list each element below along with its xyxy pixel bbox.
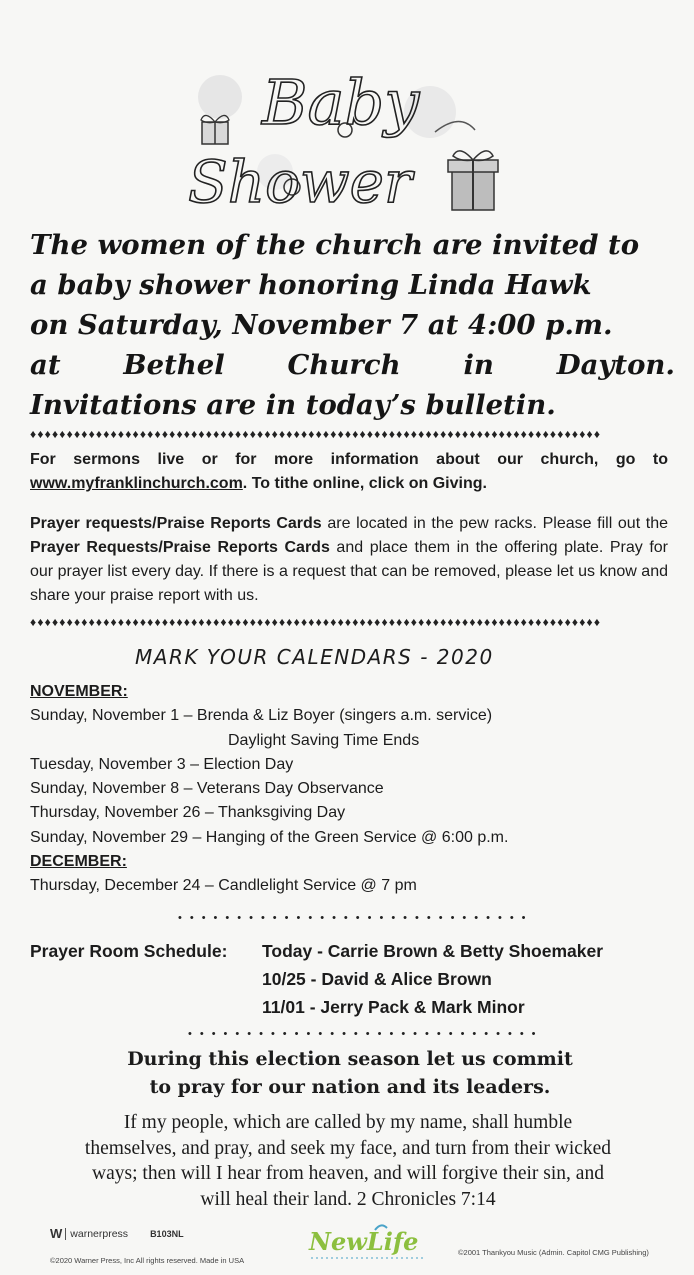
publisher-copyright: ©2020 Warner Press, Inc All rights reserved. Made in USA (50, 1256, 245, 1265)
list-item: Sunday, November 8 – Veterans Day Observance (30, 780, 384, 798)
headline-line: a baby shower honoring Linda Hawk (30, 269, 592, 301)
divider: ♦♦♦♦♦♦♦♦♦♦♦♦♦♦♦♦♦♦♦♦♦♦♦♦♦♦♦♦♦♦♦♦♦♦♦♦♦♦♦♦♦♦♦♦♦♦♦♦♦♦♦♦♦♦♦♦♦♦♦♦♦♦♦♦♦♦♦♦♦♦♦♦♦♦♦♦♦♦ (30, 428, 602, 440)
sermons-info (30, 448, 668, 496)
divider: ♦♦♦♦♦♦♦♦♦♦♦♦♦♦♦♦♦♦♦♦♦♦♦♦♦♦♦♦♦♦♦♦♦♦♦♦♦♦♦♦♦♦♦♦♦♦♦♦♦♦♦♦♦♦♦♦♦♦♦♦♦♦♦♦♦♦♦♦♦♦♦♦♦♦♦♦♦♦ (30, 616, 602, 628)
schedule-row: 10/25 - David & Alice Brown (262, 969, 492, 989)
headline-word: Dayton. (556, 349, 675, 381)
scripture-line: themselves, and pray, and seek my face, and turn from their wicked (84, 1137, 612, 1159)
giving-text: . To tithe online, click on Giving. (242, 475, 487, 492)
logo-baby-text: Baby (262, 66, 420, 139)
election-line: During this election season let us commit (127, 1048, 573, 1070)
calendar-title: MARK YOUR CALENDARS - 2020 (135, 645, 494, 669)
headline-word: Church (287, 349, 401, 381)
product-code: B103NL (150, 1228, 184, 1239)
prayer-cards-bold: Prayer Requests/Praise Reports Cards (30, 539, 330, 556)
prayer-cards-text: are located in the pew racks. Please fill out the (321, 515, 669, 532)
headline-word: Bethel (123, 349, 225, 381)
logo-shower-text: Shower (188, 148, 412, 216)
shower-announcement (30, 225, 675, 425)
month-heading: DECEMBER: (30, 853, 127, 871)
headline-word: at (30, 349, 61, 381)
headline-line: Invitations are in today’s bulletin. (30, 389, 556, 421)
publisher-name: warnerpress (65, 1228, 128, 1240)
scripture-line: If my people, which are called by my name, shall humble (123, 1112, 573, 1133)
prayer-room-label: Prayer Room Schedule: (30, 941, 228, 961)
schedule-row: 11/01 - Jerry Pack & Mark Minor (262, 997, 525, 1017)
newlife-logo-text: NewLife (309, 1227, 419, 1256)
headline-line (30, 345, 675, 385)
headline-line: on Saturday, November 7 at 4:00 p.m. (30, 309, 613, 341)
election-prayer-heading (30, 1045, 670, 1101)
baby-shower-logo (180, 52, 510, 227)
headline-line: The women of the church are invited to (30, 229, 640, 261)
publisher-mark (50, 1226, 184, 1241)
scripture-line: will heal their land. 2 Chronicles 7:14 (200, 1188, 496, 1210)
list-item: Thursday, December 24 – Candlelight Service @ 7 pm (30, 877, 417, 895)
list-item: Tuesday, November 3 – Election Day (30, 755, 294, 773)
warnerpress-logo-icon: W (50, 1226, 63, 1241)
divider: •••••••••••••••••••••••••••••• (188, 1028, 544, 1040)
prayer-room-schedule (30, 937, 670, 1021)
church-website-link[interactable]: www.myfranklinchurch.com (30, 475, 243, 492)
scripture-line: ways; then will I hear from heaven, and will forgive their sin, and (92, 1163, 604, 1184)
prayer-cards-bold: Prayer requests/Praise Reports Cards (30, 515, 322, 532)
prayer-cards-text: and place them in the offering plate. Pray for our prayer list every day. If there is a request that can be removed, please let us know and share your praise report with us. (30, 539, 669, 604)
gift-icon-right (448, 151, 498, 210)
list-item: Sunday, November 29 – Hanging of the Green Service @ 6:00 p.m. (30, 828, 509, 846)
prayer-cards-info (30, 512, 668, 608)
music-copyright: ©2001 Thankyou Music (Admin. Capitol CMG Publishing) (458, 1248, 649, 1257)
sermons-text: For sermons live or for more information about our church, go to (30, 451, 668, 468)
calendar-list (30, 680, 670, 899)
footer (0, 1220, 694, 1275)
schedule-row: Today - Carrie Brown & Betty Shoemaker (262, 941, 604, 961)
month-heading: NOVEMBER: (30, 683, 128, 700)
divider: •••••••••••••••••••••••••••••• (178, 912, 534, 924)
list-item: Sunday, November 1 – Brenda & Liz Boyer (singers a.m. service) (30, 707, 493, 725)
list-item: Thursday, November 26 – Thanksgiving Day (30, 804, 346, 822)
headline-word: in (463, 349, 494, 381)
scripture-verse (28, 1110, 668, 1212)
list-item: Daylight Saving Time Ends (228, 731, 420, 749)
newlife-logo (305, 1220, 435, 1264)
election-line: to pray for our nation and its leaders. (149, 1076, 551, 1098)
gift-icon-left (201, 115, 229, 144)
